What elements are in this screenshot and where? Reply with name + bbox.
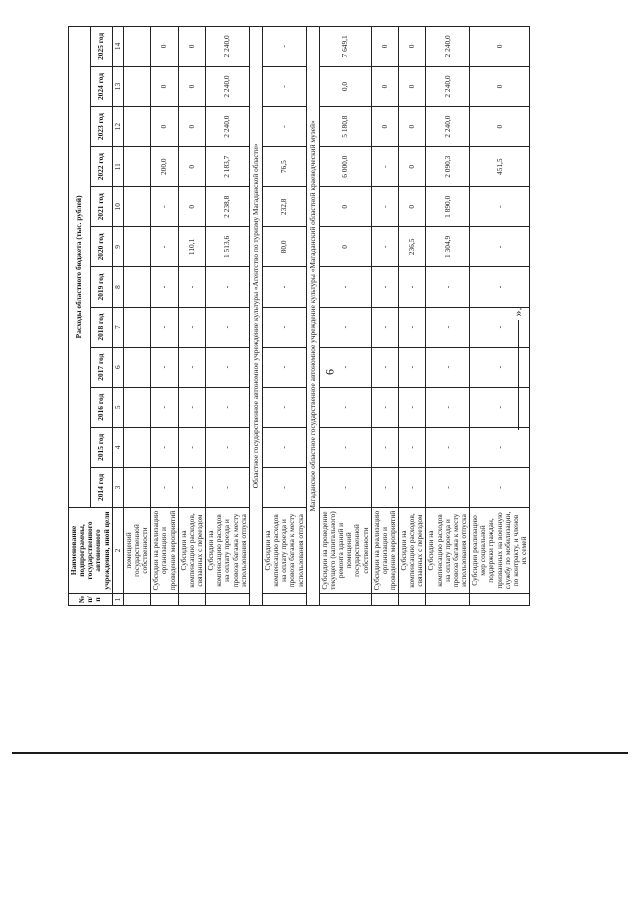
value-cell [123,387,150,427]
value-cell: 5 180,8 [319,107,371,147]
table-wrapper [68,26,530,606]
value-cell: - [470,307,530,347]
value-cell: 76,5 [262,147,306,187]
value-cell: 236,5 [399,227,426,267]
value-cell: - [470,347,530,387]
value-cell: - [206,307,250,347]
value-cell [123,187,150,227]
value-cell: 0,0 [319,66,371,106]
value-cell: 0 [178,26,205,66]
value-cell: 1 890,0 [426,187,470,227]
column-number: 10 [112,187,123,227]
table-row [319,26,371,605]
value-cell: - [426,267,470,307]
value-cell: - [262,267,306,307]
header-year: 2021 год [90,187,112,227]
value-cell [123,26,150,66]
header-year: 2016 год [90,387,112,427]
row-name-cell: Субсидии на проведение текущего (капитального) ремонта зданий и помещений государственной собственности [319,508,371,594]
column-number: 8 [112,267,123,307]
value-cell: - [262,467,306,507]
value-cell: - [206,267,250,307]
value-cell: 2 240,0 [426,107,470,147]
value-cell: 451,5 [470,147,530,187]
value-cell: 0 [178,107,205,147]
value-cell: - [399,307,426,347]
column-number: 5 [112,387,123,427]
table-row [470,26,530,605]
page-number: 6 [322,369,337,375]
row-name-cell: Субсидии на компенсацию расходов, связанных с переездом [178,508,205,594]
value-cell: 0 [151,107,178,147]
value-cell: 1 513,6 [206,227,250,267]
value-cell: 2 240,0 [426,26,470,66]
value-cell: - [262,26,306,66]
row-name-cell: помещений государственной собственности [123,508,150,594]
row-number-cell [426,594,470,606]
table-row [178,26,205,605]
value-cell: 2 240,0 [206,107,250,147]
value-cell: - [178,467,205,507]
value-cell [123,307,150,347]
value-cell: - [319,427,371,467]
column-number: 7 [112,307,123,347]
column-number: 14 [112,26,123,66]
column-number: 2 [112,508,123,594]
row-name-cell: Субсидии на компенсацию расходов на оплату проезда и провоза багажа к месту использования отпуска [262,508,306,594]
row-name-cell: Субсидии на компенсацию расходов, связанных с переездом [399,508,426,594]
value-cell: - [319,267,371,307]
value-cell: 0 [399,147,426,187]
row-number-cell [178,594,205,606]
header-year: 2022 год [90,147,112,187]
value-cell: 0 [399,26,426,66]
value-cell: - [206,427,250,467]
row-number-cell [123,594,150,606]
value-cell: 110,1 [178,227,205,267]
header-year: 2019 год [90,267,112,307]
column-number: 4 [112,427,123,467]
header-group: Расходы областного бюджета (тыс. рублей) [69,26,91,507]
section-row [306,26,319,605]
value-cell: - [399,467,426,507]
table-row [206,26,250,605]
header-year: 2024 год [90,66,112,106]
column-number: 13 [112,66,123,106]
value-cell: 80,0 [262,227,306,267]
value-cell: - [262,66,306,106]
value-cell: - [178,347,205,387]
value-cell: - [262,387,306,427]
expenses-table [68,26,530,606]
value-cell: - [371,147,398,187]
section-title: Областное государственное автономное учреждение культуры «Агентство по туризму Магаданской области» [249,26,262,605]
value-cell: 2 240,0 [206,26,250,66]
value-cell: 2 240,0 [426,66,470,106]
value-cell: - [371,267,398,307]
value-cell [123,107,150,147]
row-number-cell [206,594,250,606]
value-cell: - [426,347,470,387]
table-row [399,26,426,605]
column-number: 3 [112,467,123,507]
value-cell: - [178,387,205,427]
value-cell: 0 [399,107,426,147]
column-number: 12 [112,107,123,147]
value-cell: 1 304,9 [426,227,470,267]
header-year: 2023 год [90,107,112,147]
row-number-cell [151,594,178,606]
value-cell: 0 [399,66,426,106]
value-cell: - [470,187,530,227]
value-cell: - [151,307,178,347]
value-cell: - [470,227,530,267]
value-cell [123,227,150,267]
value-cell: - [399,347,426,387]
value-cell: 0 [371,66,398,106]
row-number-cell [399,594,426,606]
table-row [426,26,470,605]
value-cell: - [151,427,178,467]
value-cell: 0 [399,187,426,227]
value-cell: - [206,387,250,427]
header-year: 2014 год [90,467,112,507]
value-cell: - [262,107,306,147]
value-cell [123,467,150,507]
value-cell: 0 [470,107,530,147]
section-row [249,26,262,605]
value-cell: - [426,427,470,467]
value-cell: 0 [178,187,205,227]
value-cell: - [151,347,178,387]
value-cell: 2 090,3 [426,147,470,187]
value-cell: - [319,307,371,347]
value-cell: 2 240,0 [206,66,250,106]
value-cell: - [470,387,530,427]
value-cell: - [178,427,205,467]
value-cell: 0 [371,107,398,147]
value-cell: - [151,467,178,507]
value-cell: 232,8 [262,187,306,227]
row-name-cell: Субсидии на компенсацию расходов на оплату проезда и провоза багажа к месту использования отпуска [206,508,250,594]
closing-quote: ». [510,307,525,317]
value-cell: 0 [470,66,530,106]
value-cell: - [206,467,250,507]
column-number: 11 [112,147,123,187]
row-name-cell: Субсидии на реализацию организацию и проведение мероприятий [151,508,178,594]
row-number-cell [262,594,306,606]
value-cell: - [151,387,178,427]
column-number: 9 [112,227,123,267]
value-cell: - [399,427,426,467]
value-cell: - [371,387,398,427]
value-cell: 0 [371,26,398,66]
table-row [151,26,178,605]
value-cell: 0 [319,227,371,267]
value-cell: - [319,387,371,427]
value-cell: 7 649,1 [319,26,371,66]
value-cell: - [319,467,371,507]
row-name-cell: Субсидии на реализацию организацию и проведение мероприятий [371,508,398,594]
value-cell: - [470,267,530,307]
value-cell: 2 238,8 [206,187,250,227]
value-cell [123,347,150,387]
value-cell: - [371,467,398,507]
value-cell: 6 000,0 [319,147,371,187]
header-year: 2017 год [90,347,112,387]
value-cell: - [426,307,470,347]
value-cell: - [470,467,530,507]
value-cell: - [262,427,306,467]
value-cell: - [319,347,371,387]
value-cell: 0 [151,66,178,106]
value-cell: - [262,347,306,387]
value-cell: 0 [178,147,205,187]
value-cell: 200,0 [151,147,178,187]
value-cell: - [151,187,178,227]
row-name-cell: Субсидии на компенсацию расходов на оплату проезда и провоза багажа к месту использования отпуска [426,508,470,594]
value-cell: - [206,347,250,387]
value-cell [123,267,150,307]
value-cell: 0 [151,26,178,66]
value-cell: 0 [178,66,205,106]
value-cell: - [151,267,178,307]
value-cell: 2 183,7 [206,147,250,187]
value-cell [123,147,150,187]
row-number-cell [371,594,398,606]
value-cell: 0 [470,26,530,66]
value-cell: - [371,187,398,227]
table-row [371,26,398,605]
row-name-cell: Субсидии реализацию мер социальной поддержки граждан, призванных на военную службу по мобилизации, по контракту, и членов их семей [470,508,530,594]
value-cell: - [371,427,398,467]
bottom-rule [12,752,628,754]
header-year: 2025 год [90,26,112,66]
header-no: № п/п [69,594,113,606]
value-cell: - [151,227,178,267]
value-cell: - [178,267,205,307]
header-year: 2015 год [90,427,112,467]
row-number-cell [319,594,371,606]
value-cell: - [426,467,470,507]
section-title: Магаданское областное государственное автономное учреждение культуры «Магаданский областной краеведческий музей» [306,26,319,605]
value-cell: - [371,347,398,387]
column-number: 1 [112,594,123,606]
row-number-cell [470,594,530,606]
value-cell: - [178,307,205,347]
value-cell [123,427,150,467]
value-cell [123,66,150,106]
table-row [262,26,306,605]
value-cell: - [371,227,398,267]
table-row [123,26,150,605]
value-cell: 0 [319,187,371,227]
value-cell: - [399,387,426,427]
value-cell: - [470,427,530,467]
value-cell: - [399,267,426,307]
header-year: 2018 год [90,307,112,347]
value-cell: - [426,387,470,427]
header-year: 2020 год [90,227,112,267]
column-number: 6 [112,347,123,387]
value-cell: - [371,307,398,347]
value-cell: - [262,307,306,347]
header-name: Наименование подпрограммы, государственного автономного учреждения, иной цели [69,508,113,594]
